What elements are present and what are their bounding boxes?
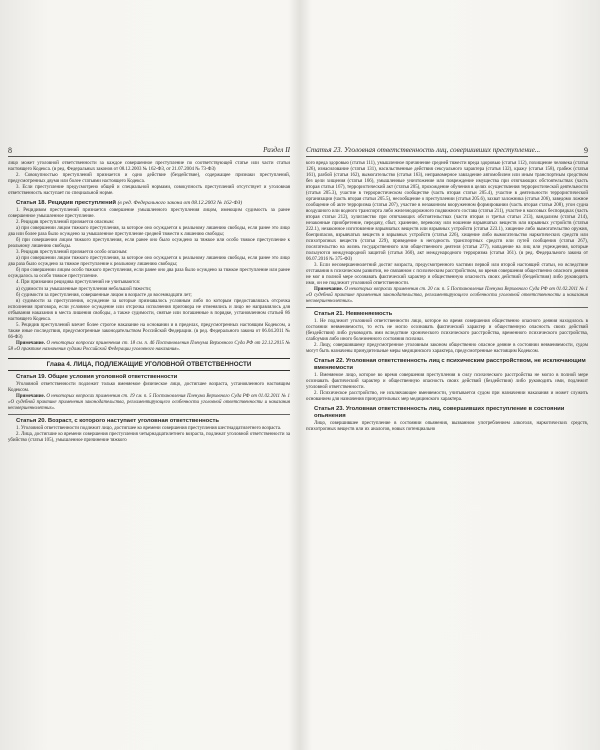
paragraph: 1. Не подлежит уголовной ответственности лицо, которое во время совершения общественно опасного деяния находилось в состоянии невменяемости, то есть не могло осознавать фактический характер и общественную опасность своих действий (бездействия) либо руководить ими вследствие хронического психического расстройства, временного психического расстройства, слабоумия либо иного болезненного состояния психики. — [306, 319, 588, 343]
note-label: Примечание. — [16, 394, 45, 400]
article-heading: Статья 23. Уголовная ответственность лиц, совершивших преступление в состоянии опьянения — [314, 405, 565, 419]
article-heading: Статья 19. Общие условия уголовной ответственности — [16, 374, 178, 381]
paragraph: 2. Совокупностью преступлений признается и одно действие (бездействие), содержащее признаки преступлений, предусмотренных двумя или более статьями настоящего Кодекса. — [8, 173, 290, 185]
paragraph: б) при совершении лицом особо тяжкого преступления, если ранее оно два раза было осуждено за тяжкое преступление или ранее осуждалось за особо тяжкое преступление. — [8, 268, 290, 280]
article-heading: Статья 21. Невменяемость — [314, 311, 393, 318]
paragraph: Уголовной ответственности подлежит только вменяемое физическое лицо, достигшее возраста, установленного настоящим Кодексом. — [8, 382, 290, 394]
article-title: Статья 18. Рецидив преступлений — [16, 200, 116, 207]
divider — [306, 307, 588, 308]
right-page — [306, 146, 588, 744]
paragraph: Лицо, совершившее преступление в состоянии опьянения, вызванном употреблением алкоголя, наркотических средств, психотропных веществ или их аналогов, новых потенциально — [306, 420, 588, 432]
divider — [8, 414, 290, 415]
paragraph: 2. Лица, достигшие ко времени совершения преступления четырнадцатилетнего возраста, подлежат уголовной ответственности за убийство (статья 105), умышленное причинение тяжкого — [8, 431, 290, 443]
paragraph: 2. Лицу, совершившему предусмотренное уголовным законом общественно опасное деяние в состоянии невменяемости, судом могут быть назначены принудительные меры медицинского характера, предусмотренные настоящим Кодексом. — [306, 343, 588, 355]
page-number: 9 — [584, 146, 588, 155]
note-text: О некоторых вопросах применения ст. 18 см. п. 46 Постановления Пленума Верховного Суда РФ от 22.12.2015 № 58 «О практике назначения судами Российской Федерации уголовного наказания». — [8, 340, 290, 352]
paragraph: а) судимости за умышленные преступления небольшой тяжести; — [16, 286, 152, 292]
paragraph: 1. Уголовной ответственности подлежит лицо, достигшее ко времени совершения преступления шестнадцатилетнего возраста. — [16, 425, 282, 431]
paragraph: 2. Рецидив преступлений признается опасным: — [16, 220, 115, 226]
paragraph: кого вреда здоровью (статья 111), умышленное причинение средней тяжести вреда здоровью (статья 112), похищение человека (статья 126), изнасилование (статья 131), насильственные действия сексуального характера (статья 132), кражу (статья 158), грабеж (статья 161), разбой (статья 162), вымогательство (статья 163), неправомерное завладение автомобилем или иным транспортным средством без цели хищения (статья 166), умышленные уничтожение или повреждение имущества при отягчающих обстоятельствах (часть вторая статьи 167), террористический акт (статья 205), прохождение обучения в целях осуществления террористической деятельности (статья 205.3), участие в террористическом сообществе (часть вторая статьи 205.4), участие в деятельности террористической организации (часть вторая статьи 205.5), несообщение о преступлении (статья 205.6), захват заложника (статья 206), заведомо ложное сообщение об акте терроризма (статья 207), участие в незаконном вооруженном формировании (часть вторая статьи 208), угон судна воздушного или водного транспорта либо железнодорожного подвижного состава (статья 211), участие в массовых беспорядках (часть вторая статьи 212), хулиганство при отягчающих обстоятельствах (части вторая и третья статьи 213), вандализм (статья 214), незаконные приобретение, передачу, сбыт, хранение, перевозку или ношение взрывчатых веществ или взрывных устройств (статья 222.1), незаконное изготовление взрывчатых веществ или взрывных устройств (статья 223.1), хищение либо вымогательство оружия, боеприпасов, взрывчатых веществ и взрывных устройств (статья 226), хищение либо вымогательство наркотических средств или психотропных веществ (статья 229), приведение в негодность транспортных средств или путей сообщения (статья 267), посягательство на жизнь государственного или общественного деятеля (статья 277), нападение на лиц или учреждения, которые пользуются международной защитой (статья 360), акт международного терроризма (статья 361). (в ред. Федерального закона от 06.07.2016 № 375-ФЗ) — [306, 161, 588, 263]
note-text: О некоторых вопросах применения ст. 19 см. п. 5 Постановления Пленума Верховного Суда РФ от 01.02.2011 № 1 «О судебной практике применения законодательства, регламентирующего особенности уголовной ответственности и наказания несовершеннолетних». — [8, 394, 290, 412]
paragraph: а) при совершении лицом тяжкого преступления, за которое оно осуждается к реальному лишению свободы, если ранее это лицо два раза было осуждено за тяжкое преступление к реальному лишению свободы; — [8, 256, 290, 268]
paragraph: 1. Вменяемое лицо, которое во время совершения преступления в силу психического расстройства не могло в полной мере осознавать фактический характер и общественную опасность своих действий (бездействия) либо руководить ими, подлежит уголовной ответственности. — [306, 372, 588, 390]
paragraph: 4. При признании рецидива преступлений не учитываются: — [16, 280, 141, 286]
left-page — [8, 146, 290, 744]
paragraph: б) судимости за преступления, совершенные лицом в возрасте до восемнадцати лет; — [16, 292, 192, 298]
page-header — [8, 146, 290, 157]
paragraph: 3. Если несовершеннолетний достиг возраста, предусмотренного частями первой или второй настоящей статьи, но вследствие отставания в психическом развитии, не связанном с психическим расстройством, во время совершения общественно опасного деяния не мог в полной мере осознавать фактический характер и общественную опасность своих действий (бездействия) либо руководить ими, он не подлежит уголовной ответственности. — [306, 263, 588, 287]
amendment-note: (в ред. Федерального закона от 08.12.2003 № 162-ФЗ) — [117, 200, 243, 207]
page-body — [306, 161, 588, 433]
note-text: О некоторых вопросах применения ст. 20 см. п. 5 Постановления Пленума Верховного Суда РФ от 01.02.2011 № 1 «О судебной практике применения законодательства, регламентирующего особенности уголовной ответственности и наказания несовершеннолетних». — [306, 287, 588, 305]
paragraph: а) при совершении лицом тяжкого преступления, за которое оно осуждается к реальному лишению свободы, если ранее это лицо два или более раза было осуждено за умышленное преступление средней тяжести к лишению свободы; — [8, 226, 290, 238]
section-title: Раздел II — [263, 146, 290, 154]
paragraph: 3. Рецидив преступлений признается особо опасным: — [16, 250, 128, 256]
chapter-heading: Глава 4. ЛИЦА, ПОДЛЕЖАЩИЕ УГОЛОВНОЙ ОТВЕТСТВЕННОСТИ — [8, 358, 290, 372]
note-paragraph — [306, 287, 588, 305]
article-heading: Статья 20. Возраст, с которого наступает уголовная ответственность — [16, 418, 219, 425]
paragraph: 1. Рецидивом преступлений признается совершение умышленного преступления лицом, имеющим судимость за ранее совершенное умышленное преступление. — [8, 208, 290, 220]
page-number: 8 — [8, 146, 12, 155]
note-label: Примечание. — [16, 340, 45, 346]
note-paragraph — [8, 394, 290, 412]
page-header — [306, 146, 588, 157]
paragraph: 3. Если преступление предусмотрено общей и специальной нормами, совокупность преступлений отсутствует и уголовная ответственность наступает по специальной норме. — [8, 185, 290, 197]
article-heading — [16, 200, 290, 207]
paragraph: 5. Рецидив преступлений влечет более строгое наказание на основании и в пределах, предусмотренных настоящим Кодексом, а также иные последствия, предусмотренные законодательством Российской Федерации. (в ред. Федерального закона от 06.04.2011 № 66-ФЗ) — [8, 322, 290, 340]
paragraph: б) при совершении лицом тяжкого преступления, если ранее оно было осуждено за тяжкое или особо тяжкое преступление к реальному лишению свободы. — [8, 238, 290, 250]
paragraph: 2. Психическое расстройство, не исключающее вменяемости, учитывается судом при назначении наказания и может служить основанием для назначения принудительных мер медицинского характера. — [306, 390, 588, 402]
running-head: Статья 23. Уголовная ответственность лиц, совершивших преступление... — [306, 146, 541, 154]
note-label: Примечание. — [314, 287, 343, 293]
note-paragraph — [8, 341, 290, 353]
paragraph: в) судимости за преступления, осуждение за которые признавалось условным либо по которым предоставлялась отсрочка исполнения приговора, если условное осуждение или отсрочка исполнения приговора не отменялись и лицо не направлялось для отбывания наказания в места лишения свободы, а также судимости, снятые или погашенные в порядке, установленном статьей 86 настоящего Кодекса. — [8, 298, 290, 322]
page-body — [8, 161, 290, 444]
paragraph: лицо может уголовной ответственности за каждое совершенное преступление по соответствующей статье или части статьи настоящего Кодекса. (в ред. Федеральных законов от 08.12.2003 № 162-ФЗ, от 21.07.2004 № 73-ФЗ) — [8, 161, 290, 173]
article-heading: Статья 22. Уголовная ответственность лиц с психическим расстройством, не исключающим вменяемости — [314, 358, 586, 372]
